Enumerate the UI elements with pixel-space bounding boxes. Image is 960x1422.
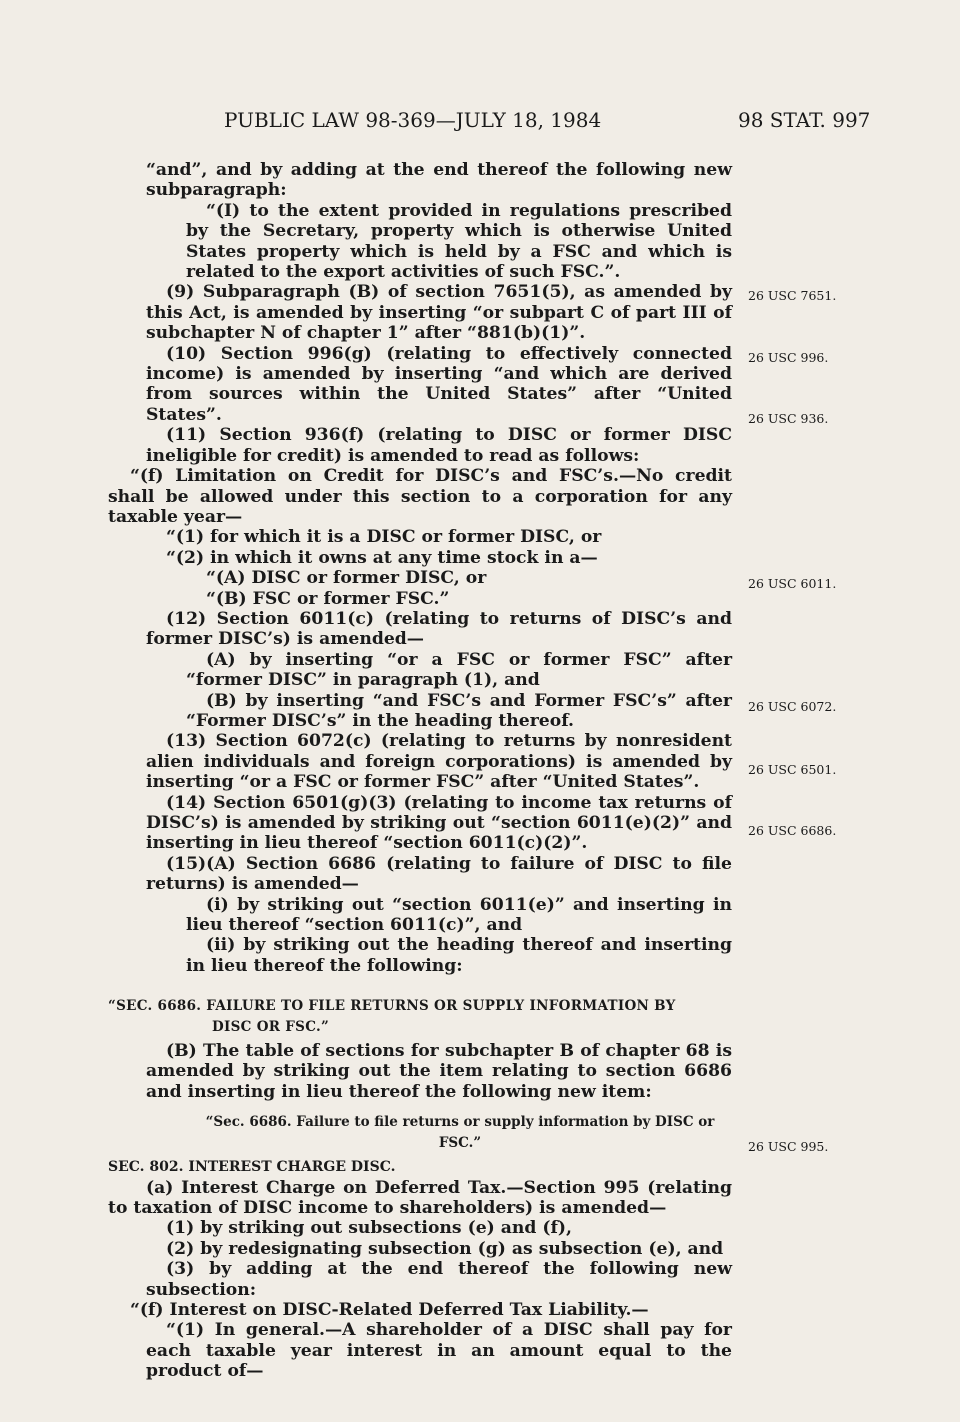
margin-note: 26 USC 936. [748,411,829,426]
statute-page-number: 98 STAT. 997 [738,108,871,132]
document-body [108,160,732,1382]
paragraph: (A) by inserting “or a FSC or former FSC” after “former DISC” in paragraph (1), and [186,649,732,691]
paragraph: “(f) Interest on DISC-Related Deferred Tax Liability.— [130,1299,649,1320]
paragraph: “(f) Limitation on Credit for DISC’s and FSC’s.—No credit shall be allowed under this section to a corporation for any taxable year— [108,466,732,527]
table-item: “Sec. 6686. Failure to file returns or supply information by DISC or FSC.” [205,1114,715,1151]
paragraph: (9) Subparagraph (B) of section 7651(5), as amended by this Act, is amended by inserting “or subpart C of part III of subchapter N of chapter 1” after “881(b)(1)”. [146,282,732,344]
paragraph: “(2) in which it owns at any time stock in a— [166,547,598,568]
paragraph: (2) by redesignating subsection (g) as subsection (e), and [166,1238,724,1259]
paragraph: (1) by striking out subsections (e) and (f), [166,1218,573,1239]
paragraph: “(A) DISC or former DISC, or [206,568,487,589]
paragraph: (13) Section 6072(c) (relating to returns by nonresident alien individuals and foreign corporations) is amended by inserting “or a FSC or former FSC” after “United States”. [146,731,732,793]
paragraph: (3) by adding at the end thereof the following new subsection: [146,1259,732,1300]
paragraph: “(B) FSC or former FSC.” [206,588,450,609]
paragraph: “(I) to the extent provided in regulations prescribed by the Secretary, property which is otherwise United States property which is held by a FSC and which is related to the export activities of such FSC.”. [186,200,732,283]
paragraph: (12) Section 6011(c) (relating to returns of DISC’s and former DISC’s) is amended— [146,608,732,650]
section-heading: SEC. 802. INTEREST CHARGE DISC. [108,1159,396,1176]
paragraph: (i) by striking out “section 6011(e)” and inserting in lieu thereof “section 6011(c)”, and [186,894,732,936]
header-title: PUBLIC LAW 98-369—JULY 18, 1984 [224,108,602,132]
paragraph: “and”, and by adding at the end thereof the following new subparagraph: [146,160,732,201]
paragraph: (14) Section 6501(g)(3) (relating to income tax returns of DISC’s) is amended by striking out “section 6011(e)(2)” and inserting in lieu thereof “section 6011(c)(2)”. [146,792,732,854]
paragraph: “(1) for which it is a DISC or former DISC, or [166,527,602,548]
paragraph: (15)(A) Section 6686 (relating to failure of DISC to file returns) is amended— [146,853,732,895]
paragraph: (B) by inserting “and FSC’s and Former FSC’s” after “Former DISC’s” in the heading thereof. [186,690,732,731]
margin-note: 26 USC 6686. [748,823,837,838]
margin-note: 26 USC 995. [748,1139,829,1154]
margin-note: 26 USC 6072. [748,699,837,714]
paragraph: “(1) In general.—A shareholder of a DISC shall pay for each taxable year interest in an amount equal to the product of— [146,1320,732,1382]
margin-note: 26 USC 6011. [748,576,837,591]
quoted-section-heading [108,996,732,1037]
paragraph: (ii) by striking out the heading thereof and inserting in lieu thereof the following: [186,935,732,976]
margin-note: 26 USC 7651. [748,288,837,303]
quoted-section-heading-line2: DISC OR FSC.” [212,1018,330,1035]
paragraph: (10) Section 996(g) (relating to effectively connected income) is amended by inserting “and which are derived from sources within the United States” after “United States”. [146,343,732,425]
paragraph: (11) Section 936(f) (relating to DISC or former DISC ineligible for credit) is amended to read as follows: [146,425,732,466]
margin-note: 26 USC 6501. [748,762,837,777]
quoted-section-heading-line1: “SEC. 6686. FAILURE TO FILE RETURNS OR SUPPLY INFORMATION BY [108,998,676,1015]
page-header [0,108,960,138]
paragraph: (B) The table of sections for subchapter B of chapter 68 is amended by striking out the item relating to section 6686 and inserting in lieu thereof the following new item: [146,1041,732,1102]
margin-note: 26 USC 996. [748,350,829,365]
paragraph: (a) Interest Charge on Deferred Tax.—Section 995 (relating to taxation of DISC income to shareholders) is amended— [108,1177,732,1218]
